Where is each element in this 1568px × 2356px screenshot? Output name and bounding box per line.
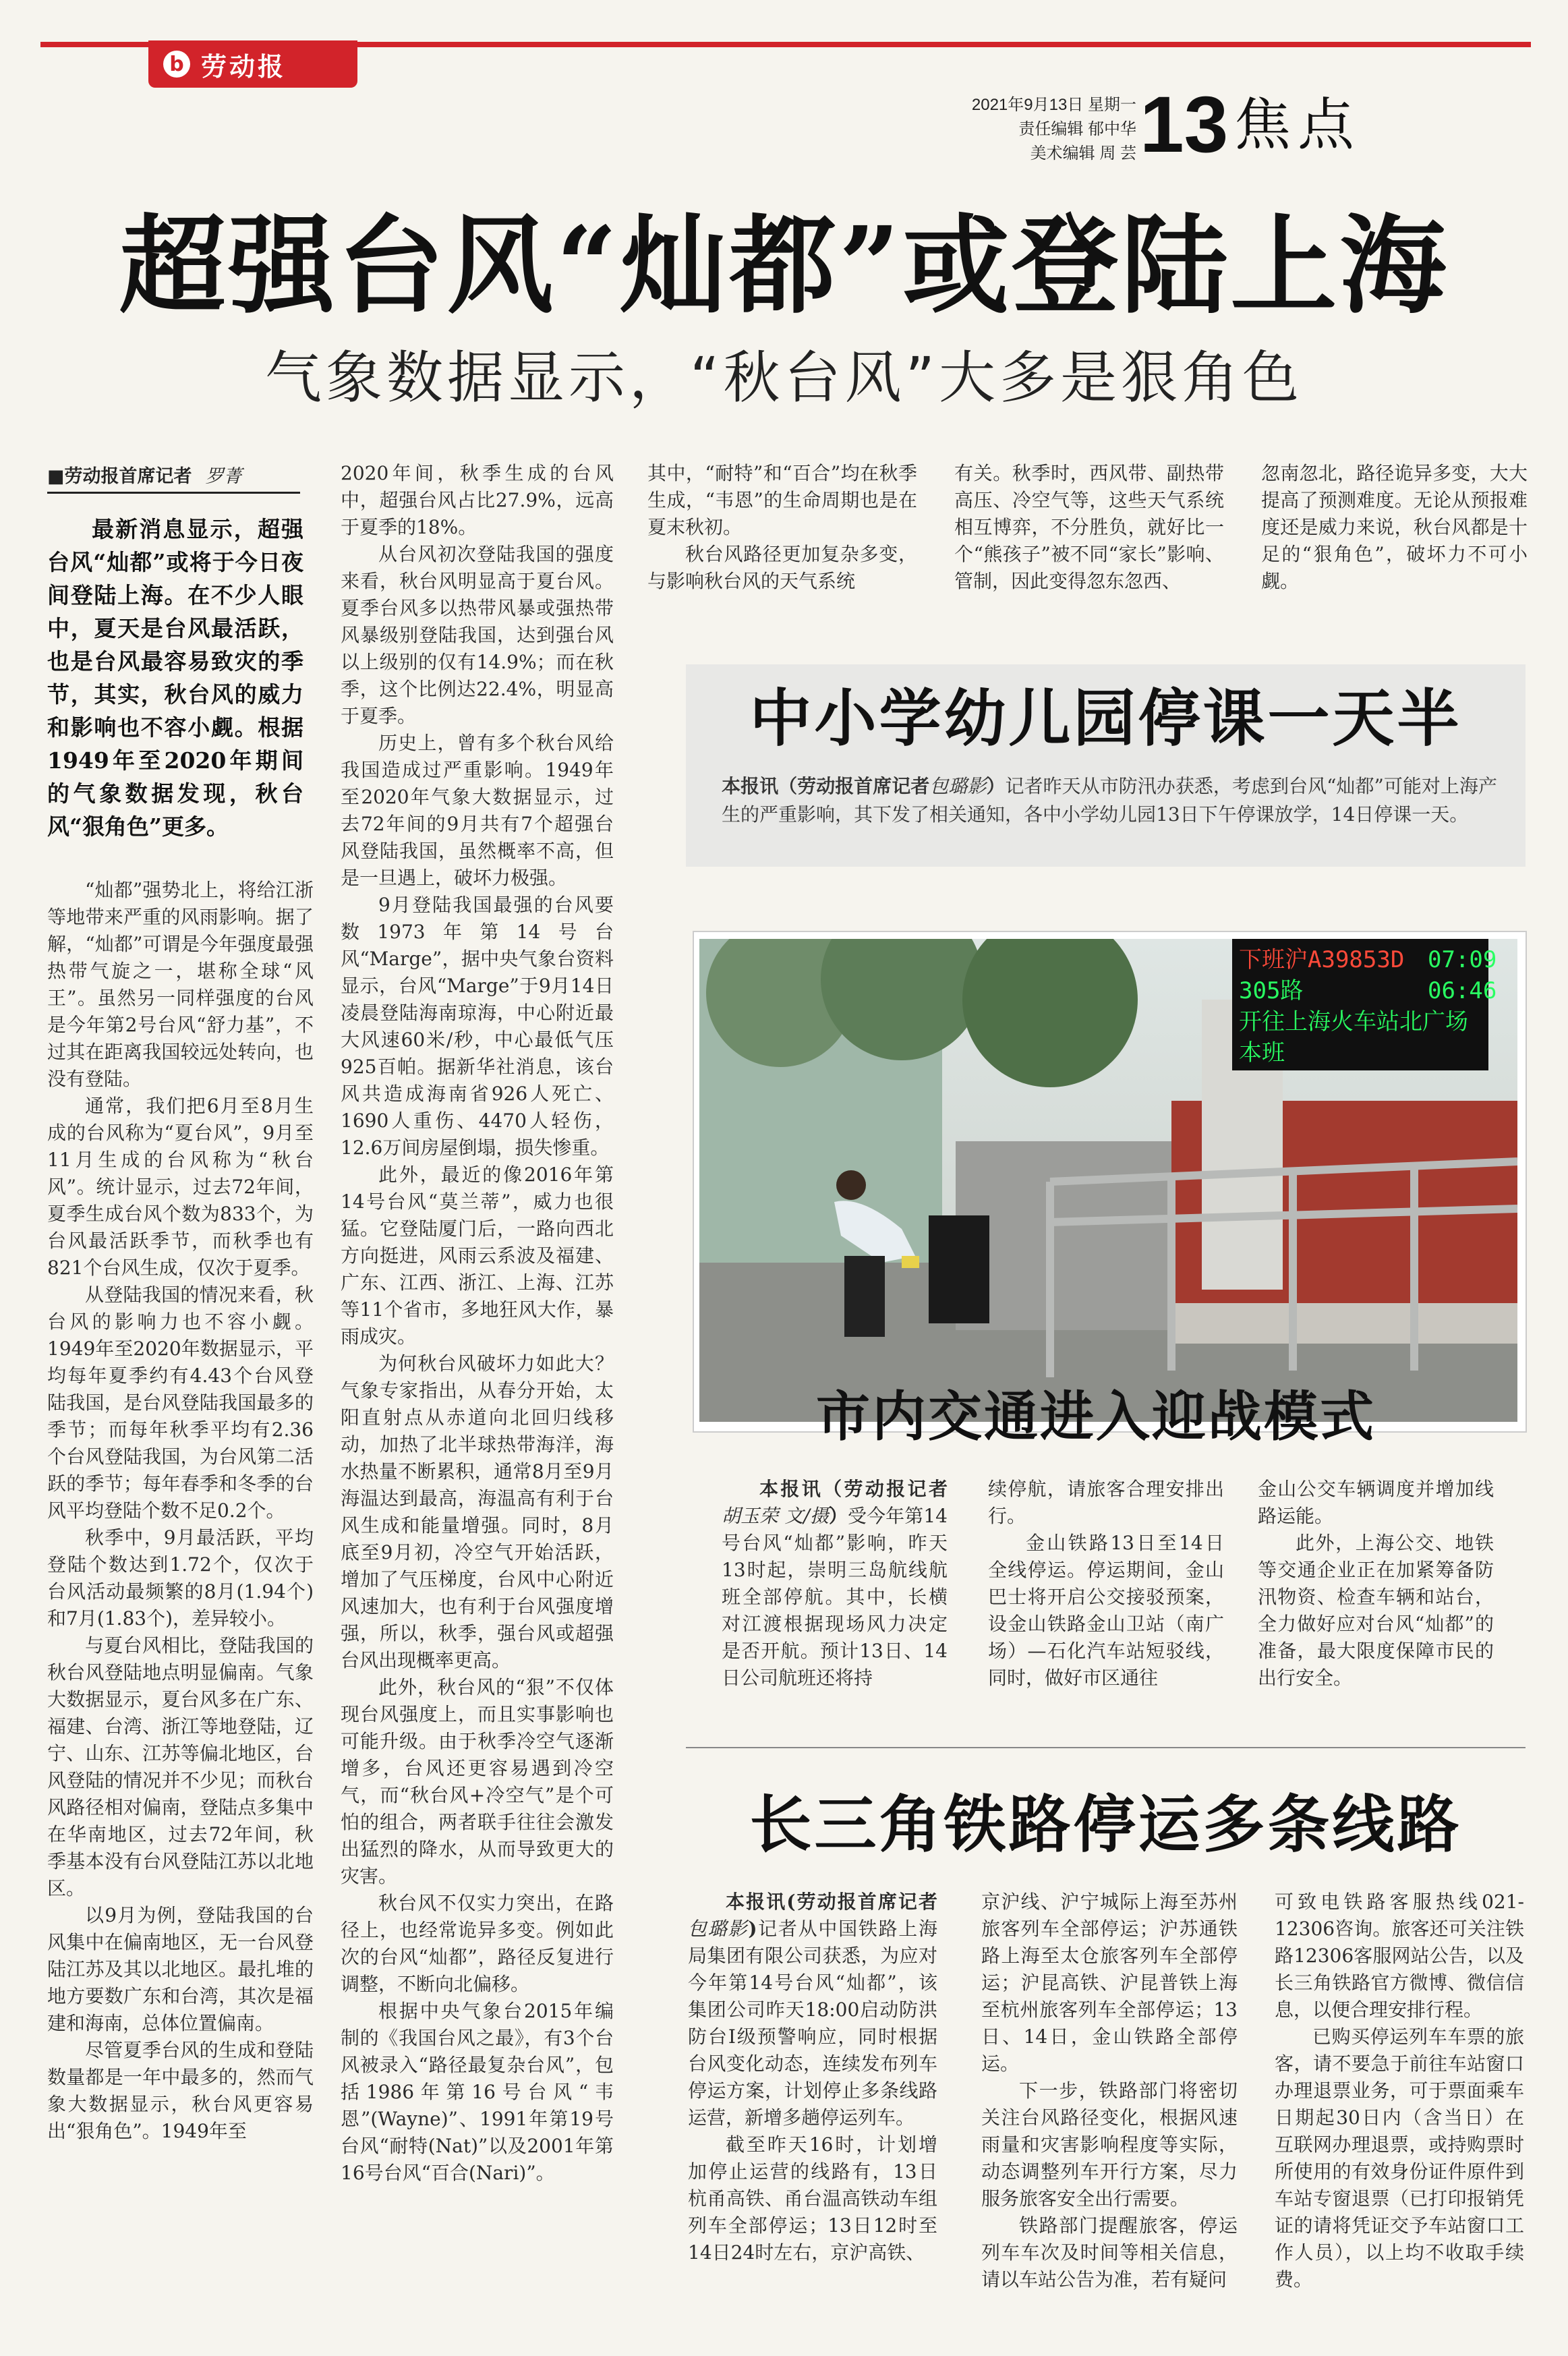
section-divider xyxy=(686,1747,1526,1748)
masthead-logo[interactable] xyxy=(148,40,357,88)
traffic-column-2 xyxy=(988,1476,1224,1692)
article-byline xyxy=(47,461,300,494)
paragraph: 为何秋台风破坏力如此大？气象专家指出，从春分开始，太阳直射点从赤道向北回归线移动，加热了北半球热带海洋，海水热量不断累积，通常8月至9月海温达到最高，海温高有利于台风生成和能量增强。同时，8月底至9月初，冷空气开始活跃，增加了气压梯度，台风中心附近风速加大，也有利于台风强度增强，所以，秋季，强台风或超强台风出现概率更高。 xyxy=(341,1352,614,1671)
led-route: 305路 xyxy=(1239,977,1304,1004)
traffic-headline: 市内交通进入迎战模式 xyxy=(816,1385,1376,1448)
paragraph: 秋台风不仅实力突出，在路径上，也经常诡异多变。例如此次的台风“灿都”，路径反复进行调整，不断向北偏移。 xyxy=(341,1892,614,1995)
paragraph: 与夏台风相比，登陆我国的秋台风登陆地点明显偏南。气象大数据显示，夏台风多在广东、福建、台湾、浙江等地登陆，辽宁、山东、江苏等偏北地区，台风登陆的情况并不少见；而秋台风路径相对偏南，登陆点多集中在华南地区，过去72年间，秋季基本没有台风登陆江苏以北地区。 xyxy=(47,1634,314,1899)
paragraph: 已购买停运列车车票的旅客，请不要急于前往车站窗口办理退票业务，可于票面乘车日期起30日内（含当日）在互联网办理退票，或持购票时所使用的有效身份证件原件到车站专窗退票（已打印报销凭证的请将凭证交予车站窗口工作人员），以上均不收取手续费。 xyxy=(1275,2025,1524,2291)
paragraph: 此外，秋台风的“狠”不仅体现台风强度上，而且实事影响也可能升级。由于秋季冷空气逐渐增多，台风还更容易遇到冷空气，而“秋台风+冷空气”是个可怕的组合，两者联手往往会激发出猛烈的降水，从而导致更大的灾害。 xyxy=(341,1676,614,1887)
logo-b-icon: b xyxy=(163,51,190,78)
paragraph: “灿都”强势北上，将给江浙等地带来严重的风雨影响。据了解，“灿都”可谓是今年强度最强热带气旋之一，堪称全球“风王”。虽然另一同样强度的台风是今年第2号台风“舒力基”，不过其在距离我国较远处转向，也没有登陆。 xyxy=(47,879,314,1090)
article-lead xyxy=(47,513,303,843)
issue-date: 2021年9月13日 星期一 xyxy=(971,96,1136,114)
section-title: 焦点 xyxy=(1234,92,1362,158)
paragraph: 9月登陆我国最强的台风要数1973年第14号台风“Marge”，据中央气象台资料显示，台风“Marge”于9月14日凌晨登陆海南琼海，中心附近最大风速60米/秒，中心最低气压925百帕。据新华社消息，该台风共造成海南省926人死亡、1690人重伤、4470人轻伤，12.6万间房屋倒塌，损失惨重。 xyxy=(341,894,614,1159)
led-line-4: 本班 xyxy=(1239,1039,1285,1066)
rail-reporter: 包璐影 xyxy=(688,1918,749,1940)
traffic-column-3 xyxy=(1258,1476,1494,1692)
newspaper-name: 劳动报 xyxy=(201,51,287,82)
page-meta xyxy=(972,93,1136,166)
lead-paragraph: 最新消息显示，超强台风“灿都”或将于今日夜间登陆上海。在不少人眼中，夏天是台风最活跃，也是台风最容易致灾的季节，其实，秋台风的威力和影响也不容小觑。根据1949年至2020年期间的气象数据发现，秋台风“狠角色”更多。 xyxy=(47,516,303,840)
paragraph: 秋季中，9月最活跃，平均登陆个数达到1.72个，仅次于台风活动最频繁的8月(1.94个)和7月(1.83个)，差异较小。 xyxy=(47,1526,314,1630)
paragraph: 忽南忽北，路径诡异多变，大大提高了预测难度。无论从预报难度还是威力来说，秋台风都是十足的“狠角色”，破坏力不可小觑。 xyxy=(1261,462,1528,592)
school-dateline-end: ） xyxy=(986,775,1006,797)
rail-body-1: 记者从中国铁路上海局集团有限公司获悉，为应对今年第14号台风“灿都”，该集团公司昨天18:00启动防洪防台Ⅰ级预警响应，同时根据台风变化动态，连续发布列车停运方案，计划停止多条线路运营，新增多趟停运列车。 xyxy=(688,1918,937,2129)
school-body: 记者昨天从市防汛办获悉，考虑到台风“灿都”可能对上海产生的严重影响，其下发了相关通知，各中小学幼儿园13日下午停课放学，14日停课一天。 xyxy=(722,775,1497,826)
paragraph: 通常，我们把6月至8月生成的台风称为“夏台风”，9月至11月生成的台风称为“秋台风”。统计显示，过去72年间，夏季生成台风个数为833个，为台风最活跃季节，而秋季也有821个台风生成，仅次于夏季。 xyxy=(47,1095,314,1279)
article-column-3 xyxy=(647,460,917,595)
traffic-dateline: 本报讯（劳动报记者 xyxy=(759,1478,948,1500)
school-dateline: 本报讯（劳动报首席记者 xyxy=(722,775,930,797)
led-time-1: 07:09 xyxy=(1428,946,1497,973)
paragraph: 金山铁路13日至14日全线停运。停运期间，金山巴士将开启公交接驳预案，设金山铁路金山卫站（南广场）—石化汽车站短驳线，同时，做好市区通往 xyxy=(988,1532,1224,1689)
paragraph: 续停航，请旅客合理安排出行。 xyxy=(988,1478,1224,1527)
paragraph: 有关。秋季时，西风带、副热带高压、冷空气等，这些天气系统相互博弈，不分胜负，就好比一个“熊孩子”被不同“家长”影响、管制，因此变得忽东忽西、 xyxy=(954,462,1224,592)
page-number: 13 xyxy=(1140,80,1229,169)
paragraph: 根据中央气象台2015年编制的《我国台风之最》，有3个台风被录入“路径最复杂台风”，包括1986年第16号台风“韦恩”(Wayne)”、1991年第19号台风“耐特(Nat)”以及2001年第16号台风“百合(Nari)”。 xyxy=(341,2000,614,2184)
paragraph: 2020年间，秋季生成的台风中，超强台风占比27.9%，远高于夏季的18%。 xyxy=(341,462,614,538)
main-headline: 超强台风“灿都”或登陆上海 xyxy=(119,204,1449,328)
article-column-5 xyxy=(1261,460,1528,595)
paragraph: 此外，最近的像2016年第14号台风“莫兰蒂”，威力也很猛。它登陆厦门后，一路向西北方向挺进，风雨云系波及福建、广东、江西、浙江、上海、江苏等11个省市，多地狂风大作，暴雨成灾。 xyxy=(341,1163,614,1348)
paragraph xyxy=(722,1476,948,1692)
rail-dateline: 本报讯(劳动报首席记者 xyxy=(726,1891,937,1913)
article-column-1 xyxy=(47,877,314,2145)
rail-dateline-end: ) xyxy=(748,1918,757,1940)
paragraph: 从台风初次登陆我国的强度来看，秋台风明显高于夏台风。夏季台风多以热带风暴或强热带风暴级别登陆我国，达到强台风以上级别的仅有14.9%；而在秋季，这个比例达22.4%，明显高于夏季。 xyxy=(341,543,614,727)
byline-name: 罗菁 xyxy=(205,466,242,487)
paragraph: 此外，上海公交、地铁等交通企业正在加紧筹备防汛物资、检查车辆和站台，全力做好应对台风“灿都”的准备，最大限度保障市民的出行安全。 xyxy=(1258,1532,1494,1689)
paragraph: 可致电铁路客服热线021-12306咨询。旅客还可关注铁路12306客服网站公告，以及长三角铁路官方微博、微信信息，以便合理安排行程。 xyxy=(1275,1891,1524,2021)
responsible-editor: 责任编辑 郁中华 xyxy=(1018,120,1136,138)
paragraph: 以9月为例，登陆我国的台风集中在偏南地区，无一台风登陆江苏及其以北地区。最扎堆的地方要数广东和台湾，其次是福建和海南，总体位置偏南。 xyxy=(47,1904,314,2034)
main-subheadline: 气象数据显示，“秋台风”大多是狠角色 xyxy=(264,345,1304,411)
school-closure-text xyxy=(722,772,1497,829)
traffic-reporter: 胡玉荣 文/摄 xyxy=(722,1505,829,1527)
article-column-2 xyxy=(341,460,614,2187)
paragraph: 其中，“耐特”和“百合”均在秋季生成，“韦恩”的生命周期也是在夏末秋初。 xyxy=(647,462,917,538)
led-line-3: 开往上海火车站北广场 xyxy=(1239,1008,1468,1035)
led-line-1: 下班沪A39853D xyxy=(1239,946,1405,973)
traffic-column-1 xyxy=(722,1476,948,1692)
traffic-body-1: 受今年第14号台风“灿都”影响，昨天13时起，崇明三岛航线航班全部停航。其中，长横对江渡根据现场风力决定是否开航。预计13日、14日公司航班还将持 xyxy=(722,1505,948,1689)
paragraph: 铁路部门提醒旅客，停运列车车次及时间等相关信息，请以车站公告为准，若有疑问 xyxy=(981,2214,1238,2291)
paragraph: 截至昨天16时，计划增加停止运营的线路有，13日杭甬高铁、甬台温高铁动车组列车全部停运；13日12时至14日24时左右，京沪高铁、 xyxy=(688,2133,937,2264)
paragraph: 从登陆我国的情况来看，秋台风的影响力也不容小觑。1949年至2020年数据显示，平均每年夏季约有4.43个台风登陆我国，是台风登陆我国最多的季节；而每年秋季平均有2.36个台风登陆我国，为台风第二活跃的季节；每年春季和冬季的台风平均登陆个数不足0.2个。 xyxy=(47,1284,314,1522)
paragraph: 金山公交车辆调度并增加线路运能。 xyxy=(1258,1478,1494,1527)
paragraph: 尽管夏季台风的生成和登陆数量都是一年中最多的，然而气象大数据显示，秋台风更容易出“狠角色”。1949年至 xyxy=(47,2039,314,2142)
bus-station-photo xyxy=(699,939,1517,1422)
school-closure-headline: 中小学幼儿园停课一天半 xyxy=(749,682,1462,755)
rail-column-2 xyxy=(981,1889,1238,2293)
trash-bin xyxy=(929,1215,989,1323)
traffic-dateline-end: ） xyxy=(828,1505,848,1527)
art-editor: 美术编辑 周 芸 xyxy=(1030,144,1136,163)
rail-headline: 长三角铁路停运多条线路 xyxy=(749,1788,1462,1861)
paragraph: 秋台风路径更加复杂多变，与影响秋台风的天气系统 xyxy=(647,543,917,592)
paragraph: 历史上，曾有多个秋台风给我国造成过严重影响。1949年至2020年气象大数据显示，过去72年间的9月共有7个超强台风登陆我国，虽然概率不高，但是一旦遇上，破坏力极强。 xyxy=(341,732,614,889)
led-time-2: 06:46 xyxy=(1428,977,1497,1004)
rail-column-1 xyxy=(688,1889,937,2266)
rail-column-3 xyxy=(1275,1889,1524,2293)
paragraph: 下一步，铁路部门将密切关注台风路径变化，根据风速雨量和灾害影响程度等实际，动态调整列车开行方案，尽力服务旅客安全出行需要。 xyxy=(981,2079,1238,2210)
paragraph xyxy=(688,1889,937,2131)
paragraph: 京沪线、沪宁城际上海至苏州旅客列车全部停运；沪苏通铁路上海至太仓旅客列车全部停运；沪昆高铁、沪昆普铁上海至杭州旅客列车全部停运；13日、14日，金山铁路全部停运。 xyxy=(981,1891,1238,2075)
school-reporter: 包璐影 xyxy=(929,775,987,797)
byline-label: ■劳动报首席记者 xyxy=(47,466,192,487)
article-column-4 xyxy=(954,460,1224,595)
